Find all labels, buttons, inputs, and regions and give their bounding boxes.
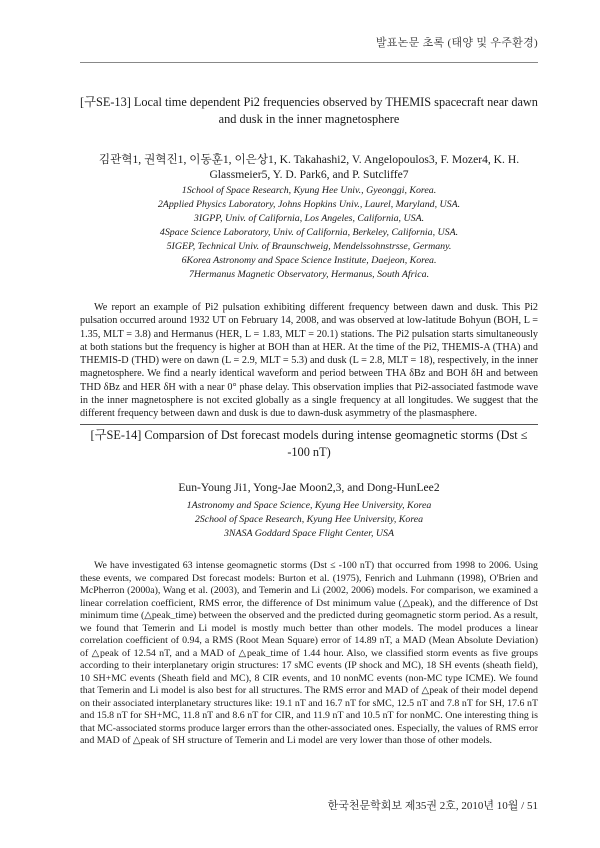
page-footer: 한국천문학회보 제35권 2호, 2010년 10월 / 51 (327, 800, 538, 812)
affiliation-list (80, 184, 538, 282)
abstract-divider (80, 424, 538, 425)
abstract-authors: Eun-Young Ji1, Yong-Jae Moon2,3, and Dong-HunLee2 (178, 481, 440, 494)
affiliation: 1Astronomy and Space Science, Kyung Hee University, Korea (186, 500, 432, 511)
affiliation: 4Space Science Laboratory, Univ. of California, Berkeley, California, USA. (159, 227, 459, 238)
abstract-body: We have investigated 63 intense geomagnetic storms (Dst ≤ -100 nT) that occurred from 1998 to 2006. Using these events, we compared Dst forecast models: Burton et al. (1975), Fenrich and Luhmann (1998), O'Brien and McPherron (2000a), Wang et al. (2003), and Temerin and Li (2002, 2006) models. For comparison, we examined a linear correlation coefficient, RMS error, the difference of Dst minimum value (△peak), and the difference of Dst minimum time (△peak_time) between the observed and the predicted during geomagnetic storm period. As a result, we found that Temerin and Li model is mostly much better than other models. The model produces a linear correlation coefficient of 0.94, a RMS (Root Mean Square) error of 14.89 nT, a MAD (Mean Absolute Deviation) of △peak of 12.54 nT, and a MAD of △peak_time of 1.44 hour. Also, we classified storm events as five groups according to their interplanetary origin structures: 17 sMC events (IP shock and MC), 18 SH events (sheath field), 10 SH+MC events (Sheath field and MC), 8 CIR events, and 10 nonMC events (non-MC type ICME). We found that Temerin and Li model is also best for all structures. The RMS error and MAD of △peak of their model depend on their associated interplanetary structures like: 19.1 nT and 16.7 nT for sMC, 12.5 nT and 7.8 nT for SH, 17.6 nT and 15.8 nT for SH+MC, 11.8 nT and 8.6 nT for CIR, and 11.9 nT and 10.5 nT for nonMC. One interesting thing is that MC-associated storms produce larger errors than the other-associated ones. Especially, the values of RMS error and MAD of △peak of SH structure of Temerin and Li model are very lower than those of other models. (80, 560, 538, 746)
header-rule (80, 62, 538, 63)
abstract-se13 (80, 94, 538, 421)
affiliation: 7Hermanus Magnetic Observatory, Hermanus, South Africa. (188, 269, 430, 280)
affiliation: 1School of Space Research, Kyung Hee Univ., Gyeonggi, Korea. (181, 185, 437, 196)
affiliation: 3NASA Goddard Space Flight Center, USA (223, 528, 395, 539)
abstract-body: We report an example of Pi2 pulsation exhibiting different frequency between dawn and dusk. This Pi2 pulsation occurred around 1932 UT on February 14, 2008, and was observed at low-latitude Bohyun (BOH, L = 1.35, MLT = 3.8) and Hermanus (HER, L = 1.83, MLT = 20.1) stations. The Pi2 pulsation starts simultaneously at both stations but the frequency is higher at BOH than at HER. At the time of the Pi2, THEMIS-A (THA) and THEMIS-D (THD) were on dawn (L = 2.9, MLT = 5.3) and dusk (L = 2.8, MLT = 18), respectively, in the inner magnetosphere. We find a nearly identical waveform and period between THA δBz and BOH δH and between THD δBz and HER δH with a near 0° phase delay. This observation implies that Pi2-associated fastmode wave in the inner magnetosphere is not excited globally as a single frequency at all longitudes. We suggest that the different frequency between dawn and dusk is due to dawn-dusk asymmetry of the plasmasphere. (80, 302, 538, 420)
affiliation: 2Applied Physics Laboratory, Johns Hopkins Univ., Laurel, Maryland, USA. (157, 199, 461, 210)
abstract-title: [구SE-13] Local time dependent Pi2 frequencies observed by THEMIS spacecraft near dawn and dusk in the inner magnetosphere (80, 95, 538, 126)
affiliation: 3IGPP, Univ. of California, Los Angeles, California, USA. (193, 213, 425, 224)
affiliation: 2School of Space Research, Kyung Hee University, Korea (194, 514, 424, 525)
running-header: 발표논문 초록 (태양 및 우주환경) (375, 37, 538, 49)
abstract-authors: 김관혁1, 권혁진1, 이동훈1, 이은상1, K. Takahashi2, V. Angelopoulos3, F. Mozer4, K. H. Glassmeier5, Y. D. Park6, and P. Sutcliffe7 (98, 153, 520, 181)
abstract-se14 (80, 427, 538, 748)
abstract-title: [구SE-14] Comparsion of Dst forecast models during intense geomagnetic storms (Dst ≤ -100 nT) (90, 428, 528, 459)
affiliation: 6Korea Astronomy and Space Science Institute, Daejeon, Korea. (181, 255, 437, 266)
affiliation: 5IGEP, Technical Univ. of Braunschweig, Mendelssohnstrsse, Germany. (166, 241, 452, 252)
affiliation-list (80, 499, 538, 541)
